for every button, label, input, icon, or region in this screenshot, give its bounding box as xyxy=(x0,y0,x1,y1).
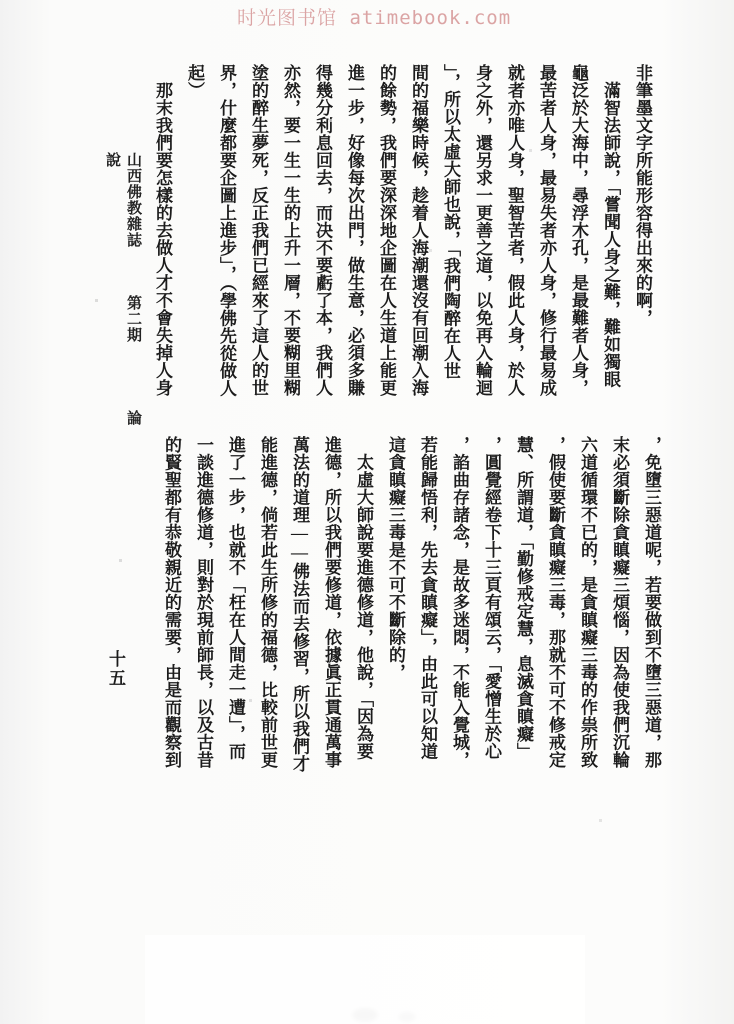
text-column: 這貪瞋癡三毒是不可不斷除的， xyxy=(386,436,405,681)
text-column: 進一步，好像每次出門，做生意，必須多賺 xyxy=(345,64,364,397)
page-number: 十五 xyxy=(106,650,125,688)
text-column: 萬法的道理——佛法而去修習，所以我們才 xyxy=(290,436,309,773)
scan-smudge xyxy=(352,1008,378,1022)
watermark xyxy=(237,6,511,30)
text-column: 的餘勢，我們要深深地企圖在人生道上能更 xyxy=(377,64,396,397)
text-column: ，諂曲存諸念，是故多迷悶，不能入覺城， xyxy=(450,436,469,769)
watermark-library-name: 时光图书馆 xyxy=(237,7,338,29)
watermark-site-url: atimebook.com xyxy=(349,7,512,29)
text-column: 那末我們要怎樣的去做人才不會失掉人身 xyxy=(153,64,172,397)
text-column: 進德，所以我們要修道，依據眞正貫通萬事 xyxy=(322,436,341,769)
scan-speckles xyxy=(0,0,1,1)
section-label: 論說 xyxy=(104,152,141,437)
bottom-text-block xyxy=(155,436,667,812)
text-column: 滿智法師說，「嘗聞人身之難，難如獨眼 xyxy=(601,64,620,388)
text-column: 太虛大師說要進德修道，他說，「因為要 xyxy=(354,436,373,760)
text-column: 界，什麼都要企圖上進步」，（學佛先從做人 xyxy=(217,64,236,397)
text-column: 進了一步，也就不「枉在人間走一遭」，而 xyxy=(226,436,245,760)
text-column: 間的福樂時候，趁着人海潮還沒有回潮入海 xyxy=(409,64,428,397)
text-column: 得幾分利息回去，而决不要虧了本，我們人 xyxy=(313,64,332,397)
text-column: 末必須斷除貪瞋癡三煩惱，因為使我們沉輪 xyxy=(610,436,629,769)
issue-label: 第二期 xyxy=(125,295,141,343)
text-column: 最苦者人身，最易失者亦人身，修行最易成 xyxy=(537,64,556,397)
text-column: 塗的醉生夢死，反正我們已經來了這人的世 xyxy=(249,64,268,397)
text-column: 一談進德修道，則對於現前師長，以及古昔 xyxy=(194,436,213,769)
journal-margin-caption xyxy=(102,152,144,462)
text-column: 慧、所謂道，「勤修戒定慧，息滅貪瞋癡」 xyxy=(514,436,533,760)
text-column: 身之外，還另求一更善之道，以免再入輪迴 xyxy=(473,64,492,397)
text-column: 的賢聖都有恭敬親近的需要，由是而觀察到 xyxy=(162,436,181,769)
text-column: 龜泛於大海中，尋浮木孔，是最難者人身， xyxy=(569,64,588,397)
text-column: ，圓覺經卷下十三頁有頌云，「愛憎生於心 xyxy=(482,436,501,760)
scan-smudge xyxy=(398,1012,416,1022)
text-column: ，免墮三惡道呢，若要做到不墮三惡道，那 xyxy=(642,436,661,769)
journal-title: 山西佛教雜誌 xyxy=(125,152,141,248)
text-column: 若能歸悟利，先去貪瞋癡」，由此可以知道 xyxy=(418,436,437,760)
top-text-block xyxy=(146,64,658,440)
text-column: 六道循環不已的，是貪瞋癡三毒的作祟所致 xyxy=(578,436,597,769)
text-column: 」，所以太虛大師也說，「我們陶醉在人世 xyxy=(441,64,460,380)
text-column: 起） xyxy=(185,64,204,99)
text-column: 能進德，倘若此生所修的福德，比較前世更 xyxy=(258,436,277,769)
text-column: ，假使要斷貪瞋癡三毒，那就不可不修戒定 xyxy=(546,436,565,769)
text-column: 非筆墨文字所能形容得出來的啊， xyxy=(633,64,652,327)
text-column: 亦然，要一生一生的上升一層，不要糊里糊 xyxy=(281,64,300,397)
text-column: 就者亦唯人身，聖智苦者，假此人身，於人 xyxy=(505,64,524,397)
